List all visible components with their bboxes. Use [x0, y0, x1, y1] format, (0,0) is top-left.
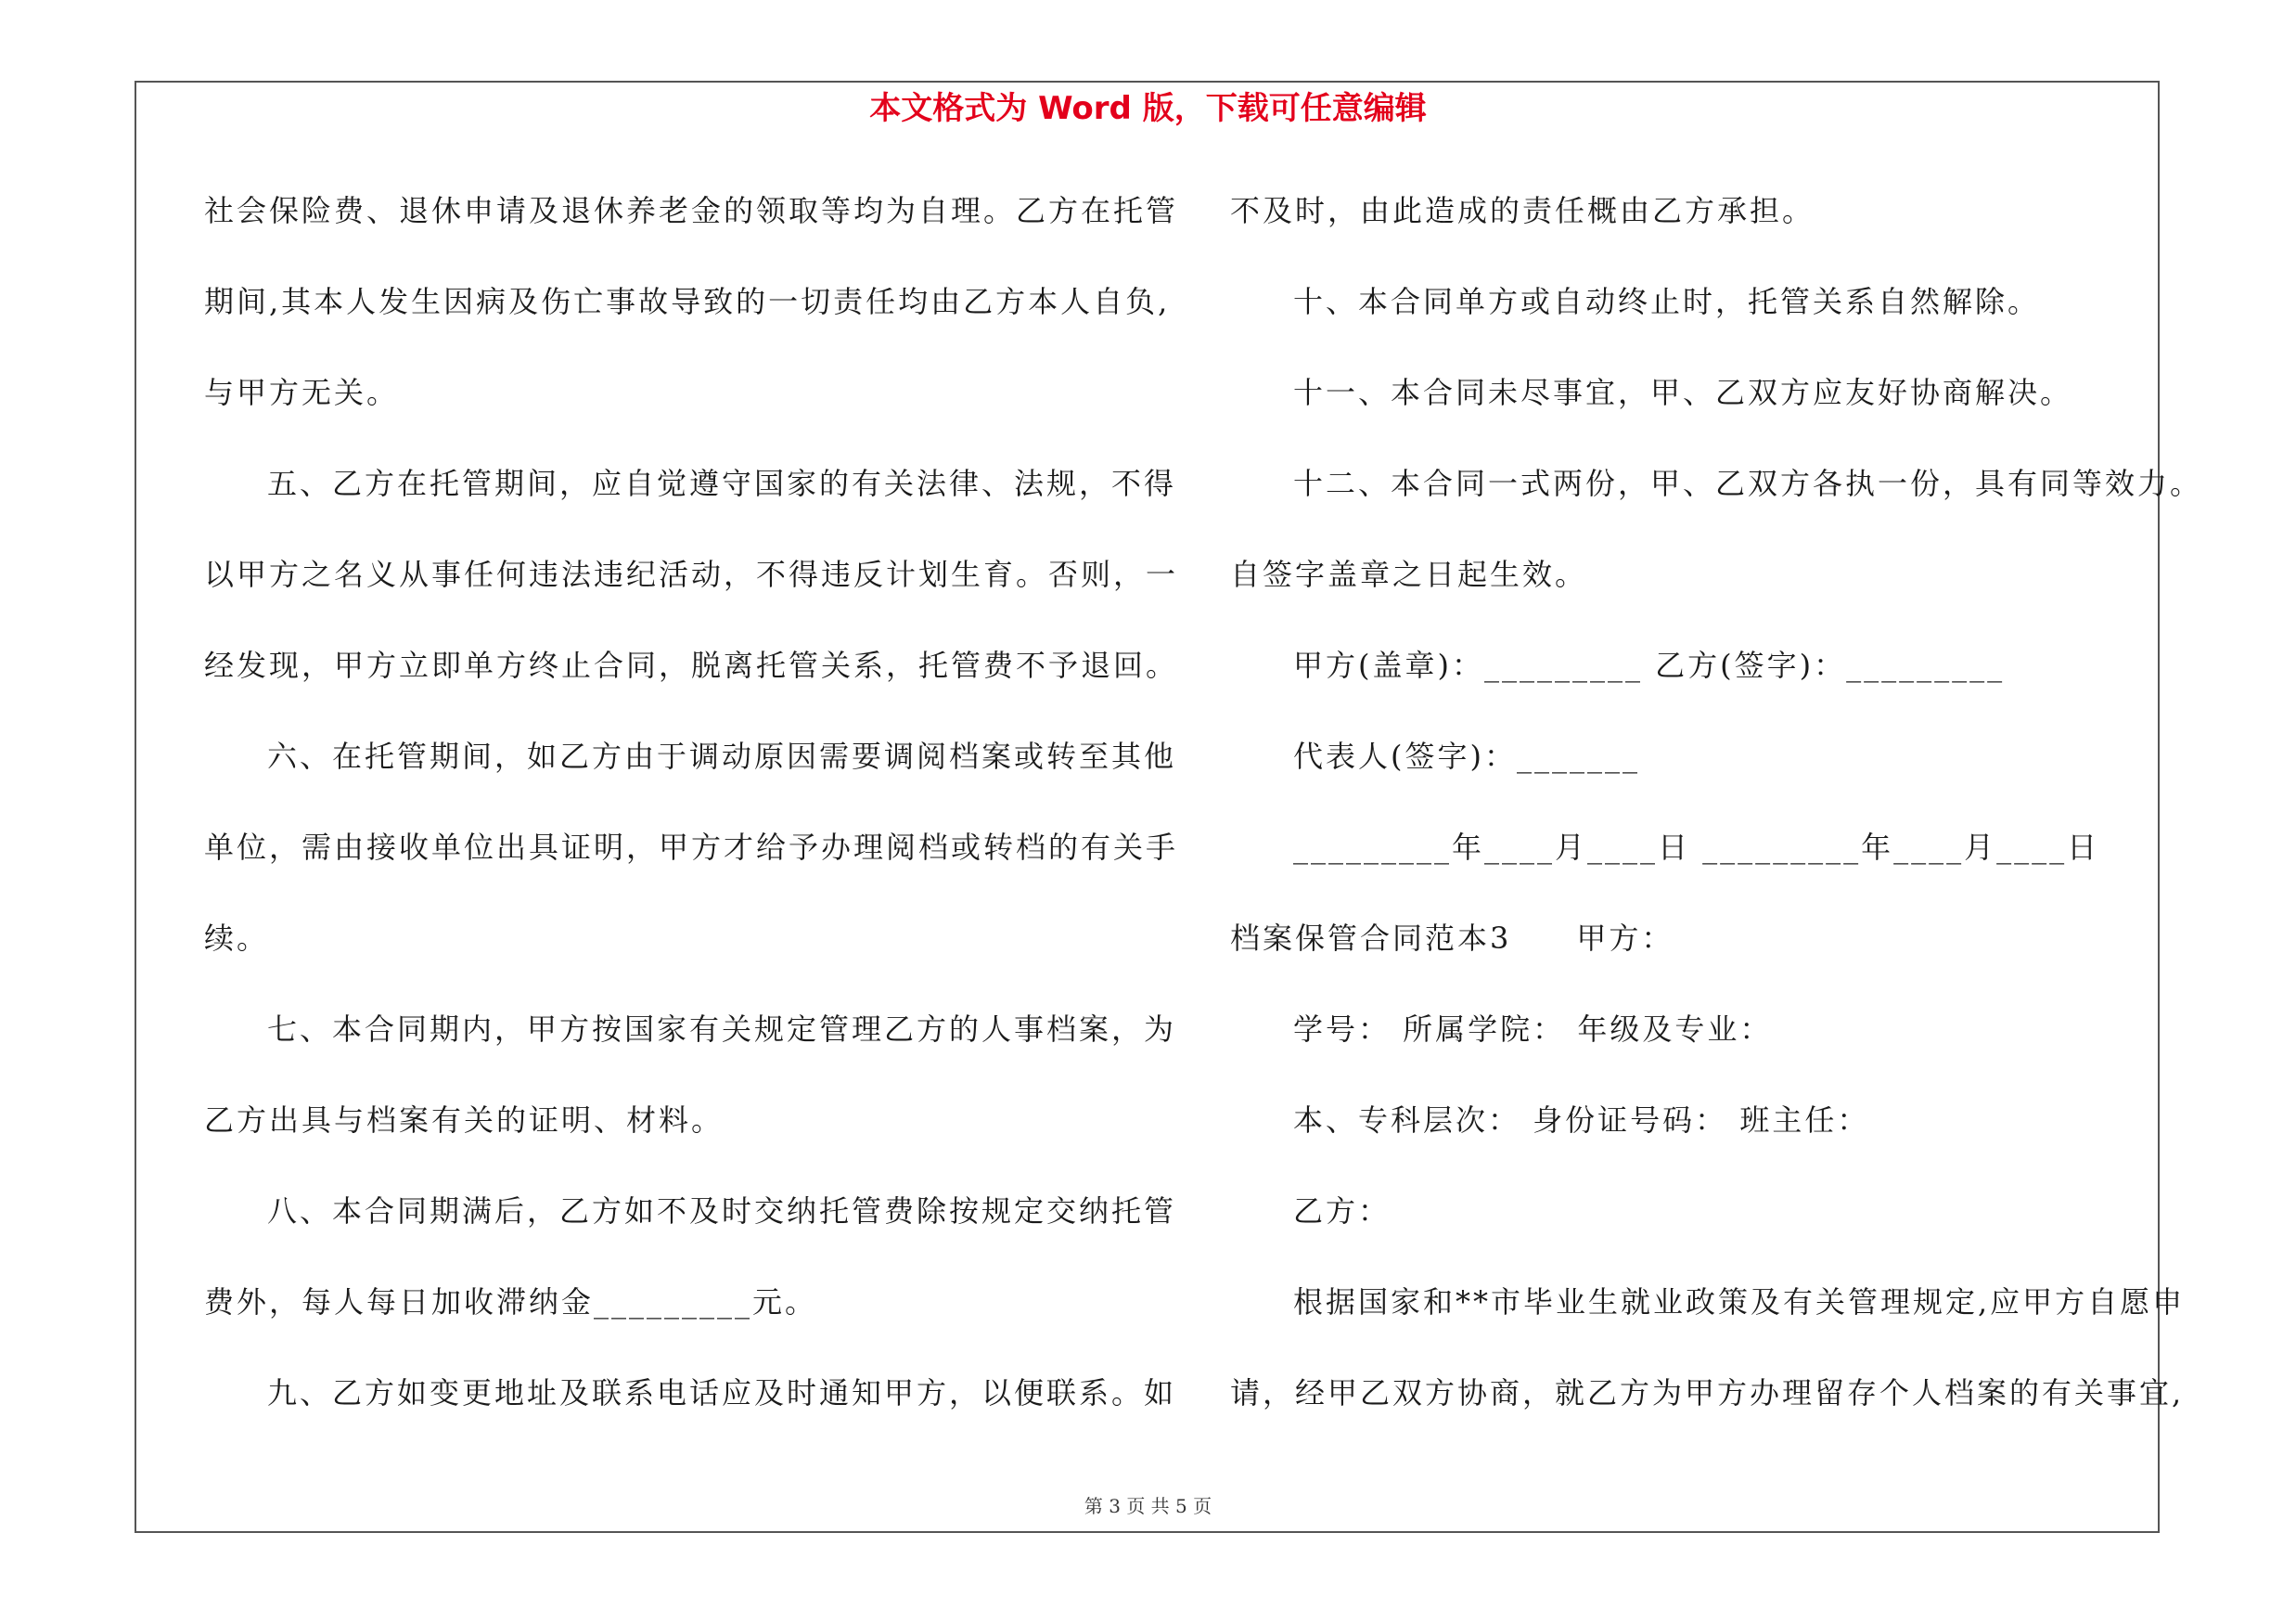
left-paragraph-line: 乙方出具与档案有关的证明、材料。 [204, 1102, 725, 1138]
right-paragraph-line: 档案保管合同范本3 甲方： [1230, 921, 1674, 956]
left-paragraph-line: 费外，每人每日加收滞纳金_________元。 [204, 1284, 818, 1320]
left-paragraph-line: 期间,其本人发生因病及伤亡事故导致的一切责任均由乙方本人自负, [204, 284, 1171, 319]
right-paragraph-line: 代表人(签字)：_______ [1293, 739, 1640, 774]
right-paragraph-line: 本、专科层次： 身份证号码： 班主任： [1293, 1102, 1870, 1138]
left-text-column [204, 183, 1179, 1456]
right-paragraph-line: 十、本合同单方或自动终止时，托管关系自然解除。 [1293, 284, 2041, 319]
right-paragraph-line: 十一、本合同未尽事宜，甲、乙双方应友好协商解决。 [1293, 375, 2073, 410]
right-paragraph-line: 十二、本合同一式两份，甲、乙双方各执一份，具有同等效力。 [1293, 466, 2203, 501]
page-number-footer: 第 3 页 共 5 页 [1084, 1495, 1212, 1517]
left-paragraph-line: 九、乙方如变更地址及联系电话应及时通知甲方，以便联系。如 [267, 1375, 1177, 1410]
right-paragraph-line: _________年____月____日 _________年____月____日 [1293, 830, 2100, 865]
right-paragraph-line: 甲方(盖章)：_________ 乙方(签字)：_________ [1293, 648, 2006, 683]
left-paragraph-line: 与甲方无关。 [204, 375, 400, 410]
right-paragraph-line: 不及时，由此造成的责任概由乙方承担。 [1230, 193, 1815, 228]
right-paragraph-line: 根据国家和**市毕业生就业政策及有关管理规定,应甲方自愿申 [1293, 1284, 2186, 1320]
left-paragraph-line: 续。 [204, 921, 270, 956]
right-paragraph-line: 请，经甲乙双方协商，就乙方为甲方办理留存个人档案的有关事宜, [1230, 1375, 2185, 1410]
right-text-column [1230, 183, 2203, 1456]
left-paragraph-line: 单位，需由接收单位出具证明，甲方才给予办理阅档或转档的有关手 [204, 830, 1179, 865]
left-paragraph-line: 社会保险费、退休申请及退休养老金的领取等均为自理。乙方在托管 [204, 193, 1179, 228]
left-paragraph-line: 五、乙方在托管期间，应自觉遵守国家的有关法律、法规，不得 [267, 466, 1177, 501]
right-paragraph-line: 自签字盖章之日起生效。 [1230, 557, 1588, 592]
left-paragraph-line: 七、本合同期内，甲方按国家有关规定管理乙方的人事档案，为 [267, 1011, 1177, 1047]
right-paragraph-line: 学号： 所属学院： 年级及专业： [1293, 1011, 1773, 1047]
left-paragraph-line: 以甲方之名义从事任何违法违纪活动，不得违反计划生育。否则，一 [204, 557, 1179, 592]
left-paragraph-line: 经发现，甲方立即单方终止合同，脱离托管关系，托管费不予退回。 [204, 648, 1179, 683]
left-paragraph-line: 八、本合同期满后，乙方如不及时交纳托管费除按规定交纳托管 [267, 1193, 1177, 1229]
right-paragraph-line: 乙方： [1293, 1193, 1392, 1229]
editable-format-banner: 本文格式为 Word 版，下载可任意编辑 [869, 90, 1427, 127]
left-paragraph-line: 六、在托管期间，如乙方由于调动原因需要调阅档案或转至其他 [267, 739, 1177, 774]
